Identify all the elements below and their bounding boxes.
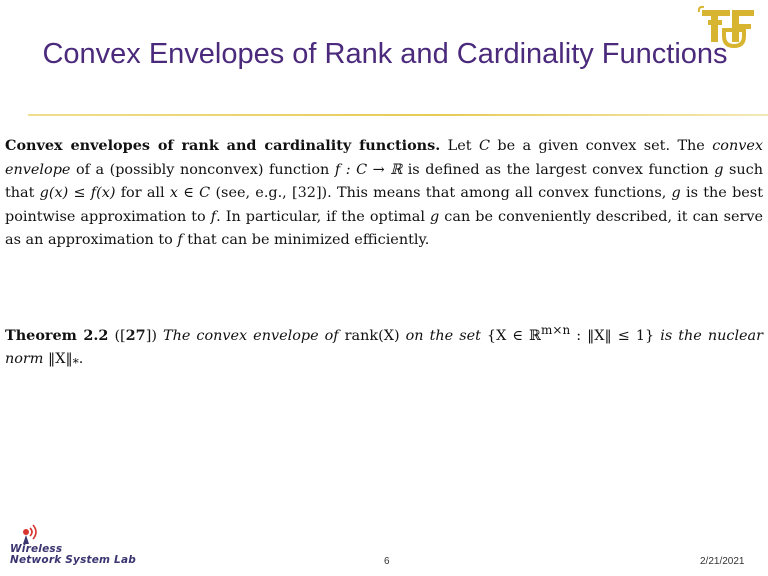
math-g: g [671,185,681,201]
text-segment: for all [115,185,170,201]
page-number: 6 [384,556,390,567]
math-set-close: : ‖X‖ ≤ 1} [570,327,655,344]
citation-link-32[interactable]: 32 [297,185,316,201]
math-inequality: g(x) ≤ f(x) [39,185,116,201]
slide-date: 2/21/2021 [700,556,745,567]
lab-name-line2: Network System Lab [10,554,136,566]
text-segment: ]) [145,327,157,344]
emphasis-convex-envelope: convex envelope [5,138,763,178]
citation-link-27[interactable]: 27 [125,326,146,344]
math-f: f [177,232,183,248]
theorem-statement [5,319,763,376]
math-function-map: f : C → ℝ [334,161,403,178]
theorem-label: Theorem 2.2 [5,326,109,344]
text-segment: ([ [108,327,126,344]
slide-title: Convex Envelopes of Rank and Cardinality Functions [42,38,728,70]
math-superscript: m×n [541,323,571,337]
math-g: g [714,161,724,178]
paragraph-heading: Convex envelopes of rank and cardinality functions. [5,137,441,154]
text-segment: that can be minimized efficiently. [182,232,430,248]
theorem-text: The convex envelope of [156,327,345,344]
text-segment: Let [440,138,479,154]
text-segment: be a given convex set. The [489,138,713,154]
text-segment: such that [5,161,763,201]
text-segment: ]). This means that among all convex functions, [315,185,672,201]
math-set-open: {X ∈ ℝ [486,327,542,344]
math-rank: rank(X) [344,327,400,344]
text-segment: is defined as the largest convex function [402,161,715,178]
definition-paragraph [5,134,763,253]
math-nuclear-norm: ‖X‖ [48,351,73,368]
title-divider [28,114,768,116]
lab-name-line1: Wireless [10,543,63,555]
lab-name [10,544,140,566]
text-segment: can be conveniently described, it can serve as an approximation to [5,208,763,248]
math-g: g [430,208,440,225]
theorem-text: is the nuclear norm [5,327,764,368]
math-C: C [478,138,490,154]
text-segment: . [78,351,84,368]
math-f: f [210,208,217,225]
text-segment: . In particular, if the optimal [216,208,431,225]
math-x-in-C: x ∈ C [169,185,211,201]
text-segment: is the best pointwise approximation to [5,185,763,225]
text-segment: (see, e.g., [ [210,185,298,201]
text-segment: of a (possibly nonconvex) function [70,161,335,178]
theorem-text: on the set [399,327,487,344]
math-subscript: * [72,356,79,371]
